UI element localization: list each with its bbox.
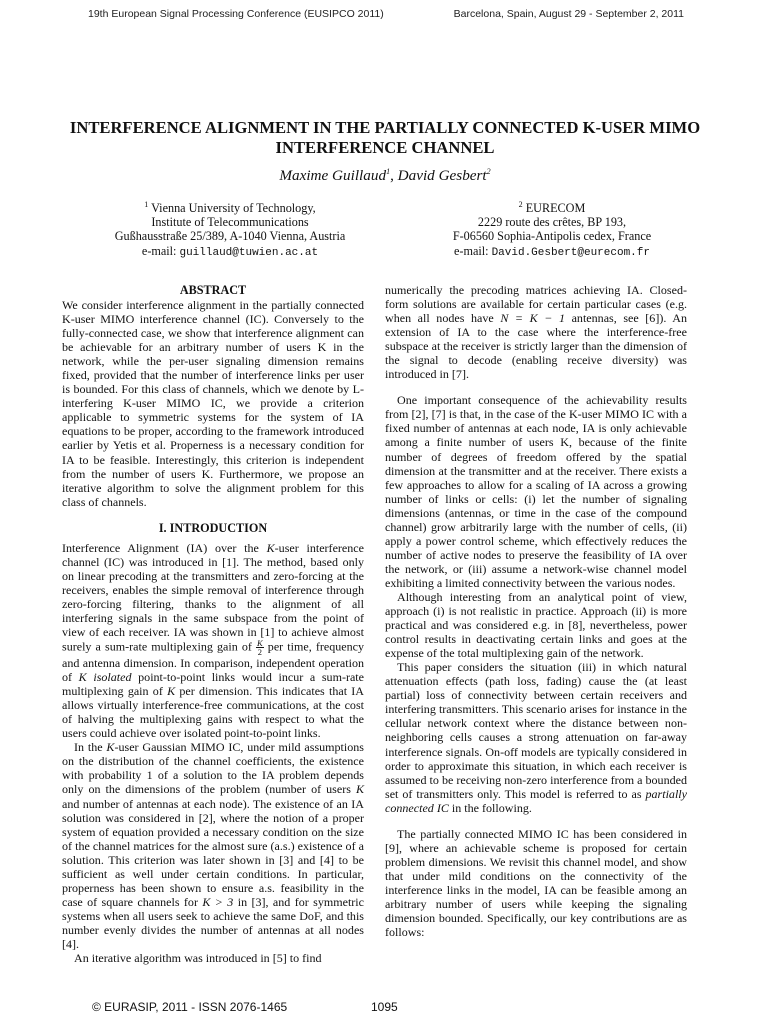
affiliation-1-line-3: Gußhausstraße 25/389, A-1040 Vienna, Austria [114,229,346,244]
affiliation-1-line-2: Institute of Telecommunications [151,215,309,230]
author-list [0,167,770,185]
paper-title [40,118,730,158]
affiliation-1-mark: 1 [144,200,149,209]
author-1-mark: 1 [386,167,391,176]
affiliation-2-line-2: 2229 route des crêtes, BP 193, [477,215,627,230]
right-paragraph-2: One important consequence of the achievability results from [2], [7] is that, in the case of the K-user MIMO IC with a fixed number of antennas at each node, IA is only achievable among a finite number of users K, because of the finite number of degrees of freedom offered by the spatial dimension at the transmitter and at the receiver. There exists a few approaches to allow for a scaling of IA across a growing number of links or cells: (i) let the number of signaling dimensions (antennas, or time in the case of the compound channel) grow arbitrarily large with the number of cells, (ii) apply a power control scheme, which effectively reduces the number of active nodes to preserve the feasibility of IA over the network, or (iii) assume a network-wise channel model exhibiting a limited connectivity between the various nodes. [385,393,687,590]
author-2: David Gesbert [397,167,487,185]
copyright-footer: © EURASIP, 2011 - ISSN 2076-1465 [92,1000,288,1014]
affiliation-2-email[interactable]: David.Gesbert@eurecom.fr [491,246,650,259]
abstract-text: We consider interference alignment in the partially connected K-user MIMO interference channel (IC). Conversely to the fully-connected case, we show that interference alignment can be achievable for an arbitrary number of users K in the network, while the per-user signaling dimension remains fixed, provided that the number of interference links per user is bounded. For this class of channels, which we denote by L-interfering K-user MIMO IC, we provide a criterion applicable to symmetric systems for the system of IA equations to be proper, according to the framework introduced earlier by Yetis et al. Properness is a necessary condition for IA to be feasible. Interestingly, this criterion is independent from the number of users K. Furthermore, we propose an iterative algorithm to solve the alignment problem for this class of channels. [62,298,364,509]
affiliation-2 [392,198,712,260]
intro-paragraph-2: In the K-user Gaussian MIMO IC, under mild assumptions on the distribution of the channel coefficients, the existence with probability 1 of a solution to the IA problem depends only on the dimensions of the problem (number of users K and number of antennas at each node). The existence of an IA solution was considered in [2], where the notion of a proper system of equation provided a necessary condition on the size of the channel matrices for the almost sure (a.s.) existence of a solution. This criterion was later shown in [3] and [4] to be sufficient as well under certain conditions. In particular, properness has been shown to ensure a.s. feasibility in the case of square channels for K > 3 in [3], and for symmetric systems when all users seek to achieve the same DoF, and this number evenly divides the number of antennas at all nodes [4]. [62,740,364,951]
affiliation-2-email-label: e-mail: [454,243,492,258]
author-separator: , [390,167,398,185]
left-column [62,283,364,965]
author-1: Maxime Guillaud [279,167,387,185]
affiliation-2-line-3: F-06560 Sophia-Antipolis cedex, France [452,229,652,244]
introduction-heading: I. INTRODUCTION [158,520,268,535]
title-line-2: INTERFERENCE CHANNEL [275,138,495,157]
author-2-mark: 2 [486,167,491,176]
affiliation-2-line-1: EURECOM [525,201,586,216]
affiliation-2-mark: 2 [518,200,523,209]
intro-paragraph-1: Interference Alignment (IA) over the K-user interference channel (IC) was introduced in [1]. The method, based only on linear precoding at the transmitters and zero-forcing at the receivers, enables the simple removal of interference through zero-forcing filtering, thanks to the alignment of all interfering signals in the same subspace from the point of view of each receiver. IA was shown in [1] to achieve almost surely a sum-rate multiplexing gain of $\frac{K}{2}$ per time, frequency and antenna dimension. In comparison, independent operation of K isolated point-to-point links would incur a sum-rate multiplexing gain of K per dimension. This indicates that IA allows virtually interference-free communications, at the cost of halving the multiplexing gains with respect to what the users could achieve over isolated point-to-point links. [62,540,365,741]
right-column [385,283,687,939]
location-date-header: Barcelona, Spain, August 29 - September 2, 2011 [453,8,684,20]
right-paragraph-3: Although interesting from an analytical point of view, approach (i) is not realistic in practice. Approach (ii) is more practical and was considered e.g. in [8], nevertheless, power control results in deactivating certain links and goes at the expense of the total multiplexing gain of the network. [385,589,687,661]
right-paragraph-4: This paper considers the situation (iii) in which natural attenuation effects (path loss, fading) cause the (at least partial) loss of connectivity between certain receivers and interfering transmitters. This scenario arises for instance in the cellular network context where the distance between non-neighboring cells causes a strong attenuation on far-away interference signals. On-off models are typically considered in order to approximate this situation, in which each receiver is assumed to be receiving non-zero interference from a bounded set of transmitters only. This model is referred to as partially connected IC in the following. [385,660,687,815]
affiliation-1-email-label: e-mail: [141,243,180,258]
affiliation-1-line-1: Vienna University of Technology, [151,201,316,216]
title-line-1: INTERFERENCE ALIGNMENT IN THE PARTIALLY CONNECTED K-USER MIMO [69,118,701,137]
affiliation-1 [70,198,390,260]
k-over-2-fraction: $\frac{K}{2}$ [257,638,263,658]
intro-paragraph-3: An iterative algorithm was introduced in [5] to find [74,951,322,966]
right-paragraph-1: numerically the precoding matrices achieving IA. Closed-form solutions are available for certain particular cases (e.g. when all nodes have N = K − 1 antennas, see [6]). An extension of IA to the case where the interference-free subspace at the receiver is strictly larger than the dimension of the signal to decode (enabling receive diversity) was introduced in [7]. [385,283,687,382]
right-paragraph-5: The partially connected MIMO IC has been considered in [9], where an achievable scheme is proposed for certain problem dimensions. We revisit this channel model, and show that under mild conditions on the connectivity of the interference links in the model, IA can be feasible among an arbitrary number of users while keeping the signaling dimension bounded. Specifically, our key contributions are as follows: [385,826,687,940]
abstract-heading: ABSTRACT [179,283,247,297]
conference-header: 19th European Signal Processing Conference (EUSIPCO 2011) [88,8,384,20]
affiliation-1-email[interactable]: guillaud@tuwien.ac.at [179,246,319,259]
page-number: 1095 [371,1000,398,1014]
